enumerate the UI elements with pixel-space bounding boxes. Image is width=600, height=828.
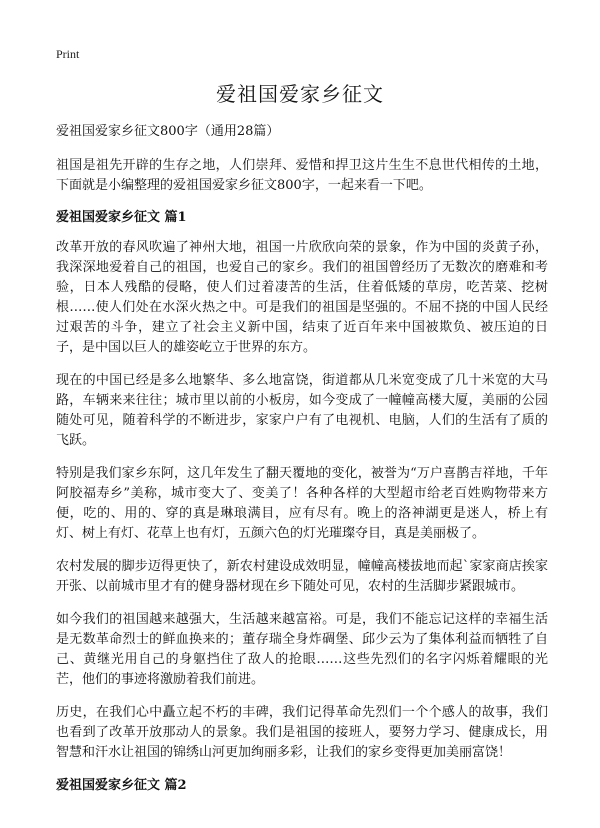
intro-paragraph: 祖国是祖先开辟的生存之地，人们崇拜、爱惜和捍卫这片生生不息世代相传的土地，下面就是小编整理的爱祖国爱家乡征文800字，一起来看一下吧。 [56, 158, 548, 193]
section-1-paragraph-4: 农村发展的脚步迈得更快了，新农村建设成效明显，幢幢高楼拔地而起`家家商店挨家开张、以前城市里才有的健身器材现在乡下随处可见，农村的生活脚步紧跟城市。 [56, 559, 548, 594]
section-1-paragraph-5: 如今我们的祖国越来越强大，生活越来越富裕。可是，我们不能忘记这样的幸福生活是无数革命烈士的鲜血换来的；董存瑞全身炸碉堡、邱少云为了集体利益而牺牲了自己、黄继光用自己的身躯挡住了敌人的抢眼……这些先烈们的名字闪烁着耀眼的光芒，他们的事迹将激励着我们前进。 [56, 612, 548, 687]
page-title: 爱祖国爱家乡征文 [216, 82, 384, 106]
section-1-paragraph-6: 历史，在我们心中矗立起不朽的丰碑，我们记得革命先烈们一个个感人的故事，我们也看到了改革开放那动人的景象。我们是祖国的接班人，要努力学习、健康成长，用智慧和汗水让祖国的锦绣山河更加绚丽多彩，让我们的家乡变得更加美丽富饶！ [56, 705, 548, 760]
section-heading-1: 爱祖国爱家乡征文 篇1 [56, 210, 187, 225]
print-link[interactable]: Print [56, 47, 80, 61]
section-1-paragraph-2: 现在的中国已经是多么地繁华、多么地富饶，街道都从几米宽变成了几十米宽的大马路，车辆来来往往；城市里以前的小板房，如今变成了一幢幢高楼大厦，美丽的公园随处可见，随着科学的不断进步，家家户户有了电视机、电脑，人们的生活有了质的飞跃。 [56, 373, 548, 448]
section-1-paragraph-1: 改革开放的春风吹遍了神州大地，祖国一片欣欣向荣的景象，作为中国的炎黄子孙，我深深地爱着自己的祖国，也爱自己的家乡。我们的祖国曾经历了无数次的磨难和考验，日本人残酷的侵略，使人们过着凄苦的生活，住着低矮的草房，吃苦菜、挖树根……使人们处在水深火热之中。可是我们的祖国是坚强的。不屈不挠的中国人民经过艰苦的斗争，建立了社会主义新中国，结束了近百年来中国被欺负、被压迫的日子，是中国以巨人的雄姿屹立于世界的东方。 [56, 240, 548, 355]
article-subtitle: 爱祖国爱家乡征文800字（通用28篇） [56, 124, 280, 139]
section-1-paragraph-3: 特别是我们家乡东阿，这几年发生了翻天覆地的变化，被誉为“万户喜鹊吉祥地，千年阿胶福寿乡”美称，城市变大了、变美了！各种各样的大型超市给老百姓购物带来方便，吃的、用的、穿的真是琳琅满目，应有尽有。晚上的洛神湖更是迷人，桥上有灯、树上有灯、花草上也有灯，五颜六色的灯光璀璨夺目，真是美丽极了。 [56, 466, 548, 541]
article-body [56, 122, 548, 806]
section-heading-2: 爱祖国爱家乡征文 篇2 [56, 778, 187, 793]
